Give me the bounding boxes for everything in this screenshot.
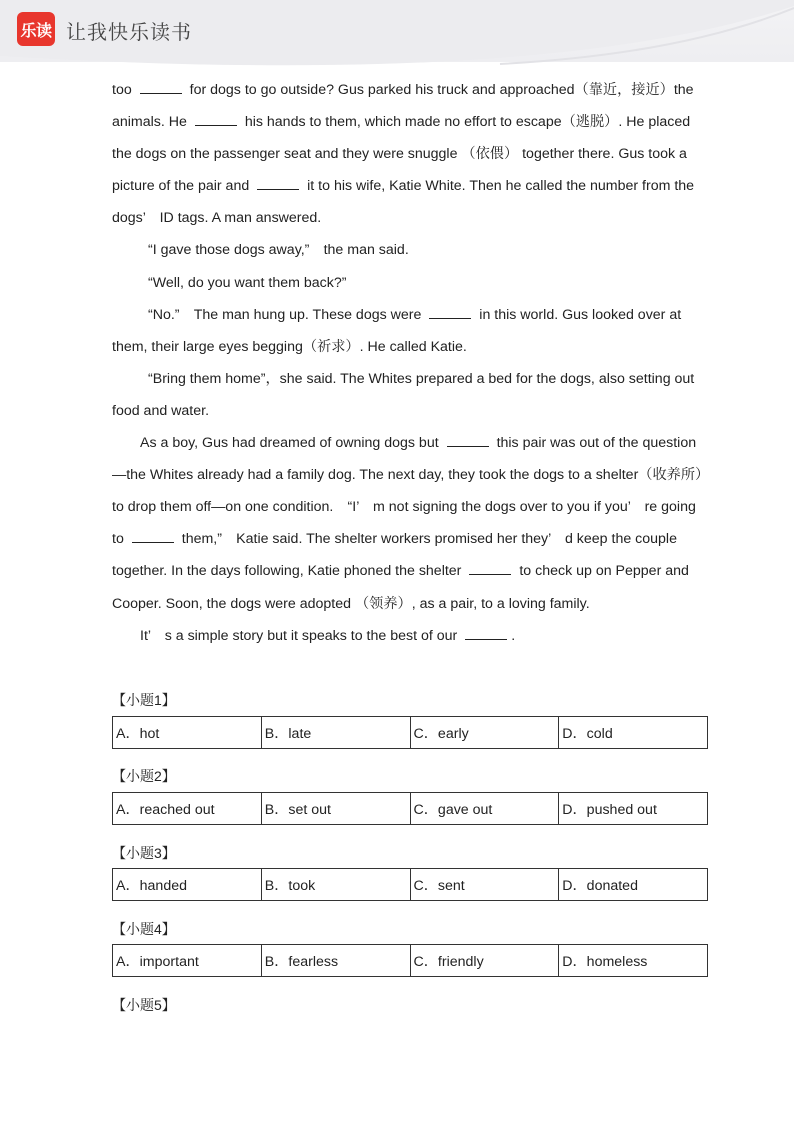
option-d[interactable]: D．pushed out bbox=[559, 793, 708, 825]
blank-3 bbox=[257, 175, 299, 190]
option-b[interactable]: B．fearless bbox=[261, 945, 410, 977]
option-d[interactable]: D．homeless bbox=[559, 945, 708, 977]
blank-7 bbox=[469, 560, 511, 575]
blank-8 bbox=[465, 625, 507, 640]
question-1-options bbox=[112, 716, 708, 749]
blank-2 bbox=[195, 111, 237, 126]
option-a[interactable]: A．hot bbox=[113, 717, 262, 749]
paragraph-1: too for dogs to go outside? Gus parked his truck and approached（靠近，接近）the animals. He his hands to them, which made no effort to escape（逃脱）. He placed the dogs on the passenger seat and they were snuggle （依偎） together there. Gus took a picture of the pair and it to his wife, Katie White. Then he called the number from the dogs’ ID tags. A man answered. bbox=[112, 74, 708, 234]
blank-5 bbox=[447, 432, 489, 447]
question-3-options bbox=[112, 868, 708, 901]
paragraph-7: It’ s a simple story but it speaks to the best of our . bbox=[112, 620, 708, 652]
app-logo[interactable]: 乐读 bbox=[17, 12, 55, 46]
question-4-options bbox=[112, 944, 708, 977]
option-c[interactable]: C．friendly bbox=[410, 945, 559, 977]
paragraph-6: As a boy, Gus had dreamed of owning dogs but this pair was out of the question—the Whites already had a family dog. The next day, they took the dogs to a shelter（收养所）to drop them off—on one condition. “I’ m not signing the dogs over to you if you’ re going to them,” Katie said. The shelter workers promised her they’ d keep the couple together. In the days following, Katie phoned the shelter to check up on Pepper and Cooper. Soon, the dogs were adopted （领养）, as a pair, to a loving family. bbox=[112, 427, 708, 620]
question-2-label: 【小题2】 bbox=[112, 768, 176, 784]
paragraph-2: “I gave those dogs away,” the man said. bbox=[148, 242, 409, 259]
blank-4 bbox=[429, 304, 471, 319]
question-3-label: 【小题3】 bbox=[112, 845, 176, 861]
option-b[interactable]: B．set out bbox=[261, 793, 410, 825]
option-a[interactable]: A．important bbox=[113, 945, 262, 977]
question-5-label: 【小题5】 bbox=[112, 997, 176, 1013]
option-c[interactable]: C．gave out bbox=[410, 793, 559, 825]
question-2-options bbox=[112, 792, 708, 825]
option-b[interactable]: B．took bbox=[261, 869, 410, 901]
blank-1 bbox=[140, 79, 182, 94]
paragraph-5: “Bring them home”，she said. The Whites prepared a bed for the dogs, also setting out food and water. bbox=[112, 370, 695, 419]
option-c[interactable]: C．sent bbox=[410, 869, 559, 901]
option-d[interactable]: D．donated bbox=[559, 869, 708, 901]
blank-6 bbox=[132, 528, 174, 543]
passage bbox=[112, 74, 708, 652]
option-c[interactable]: C．early bbox=[410, 717, 559, 749]
option-b[interactable]: B．late bbox=[261, 717, 410, 749]
brand-slogan: 让我快乐读书 bbox=[66, 22, 192, 44]
option-a[interactable]: A．reached out bbox=[113, 793, 262, 825]
question-4-label: 【小题4】 bbox=[112, 921, 176, 937]
option-a[interactable]: A．handed bbox=[113, 869, 262, 901]
paragraph-4: “No.” The man hung up. These dogs were in this world. Gus looked over at them, their large eyes begging（祈求）. He called Katie. bbox=[112, 299, 708, 363]
question-1-label: 【小题1】 bbox=[112, 692, 176, 708]
paragraph-3: “Well, do you want them back?” bbox=[148, 274, 347, 291]
option-d[interactable]: D．cold bbox=[559, 717, 708, 749]
app-header bbox=[0, 0, 794, 62]
